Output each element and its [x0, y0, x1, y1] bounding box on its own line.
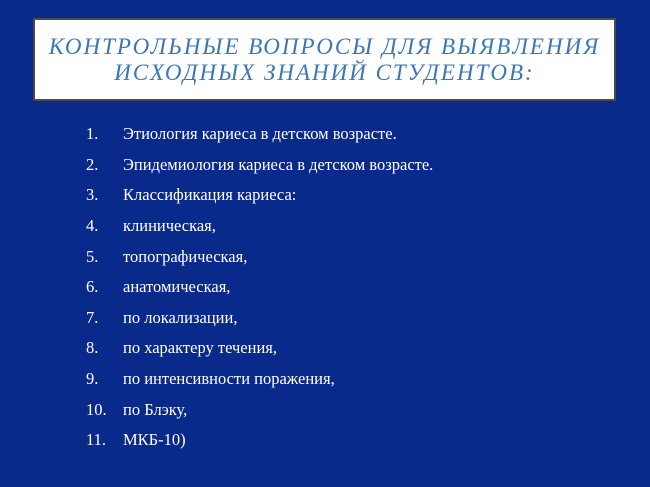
list-item	[86, 303, 433, 334]
title-line-2: ИСХОДНЫХ ЗНАНИЙ СТУДЕНТОВ:	[114, 59, 535, 85]
item-text: топографическая,	[123, 246, 248, 266]
item-number: 8.	[86, 338, 99, 358]
questions-list	[86, 119, 433, 456]
item-text: по Блэку,	[123, 399, 188, 419]
list-item	[86, 394, 433, 425]
item-number: 4.	[86, 216, 99, 236]
list-item	[86, 425, 433, 456]
item-number: 5.	[86, 246, 99, 266]
item-number: 10.	[86, 399, 107, 419]
list-item	[86, 364, 433, 395]
list-item	[86, 119, 433, 150]
list-item	[86, 272, 433, 303]
item-text: анатомическая,	[123, 277, 231, 297]
list-item	[86, 241, 433, 272]
item-number: 3.	[86, 185, 99, 205]
list-item	[86, 180, 433, 211]
item-text: по интенсивности поражения,	[123, 369, 335, 389]
item-text: Классификация кариеса:	[123, 185, 297, 205]
item-text: по локализации,	[123, 307, 238, 327]
item-number: 1.	[86, 124, 99, 144]
item-number: 7.	[86, 307, 99, 327]
list-item	[86, 211, 433, 242]
item-number: 2.	[86, 154, 99, 174]
item-number: 11.	[86, 430, 107, 450]
item-text: по характеру течения,	[123, 338, 277, 358]
list-item	[86, 150, 433, 181]
item-text: Этиология кариеса в детском возрасте.	[123, 124, 397, 144]
item-text: МКБ-10)	[123, 430, 186, 450]
item-text: клиническая,	[123, 216, 216, 236]
title-line-1: КОНТРОЛЬНЫЕ ВОПРОСЫ ДЛЯ ВЫЯВЛЕНИЯ	[48, 33, 601, 59]
title-box	[33, 18, 616, 101]
item-number: 6.	[86, 277, 99, 297]
item-text: Эпидемиология кариеса в детском возрасте.	[123, 154, 434, 174]
list-item	[86, 333, 433, 364]
item-number: 9.	[86, 369, 99, 389]
